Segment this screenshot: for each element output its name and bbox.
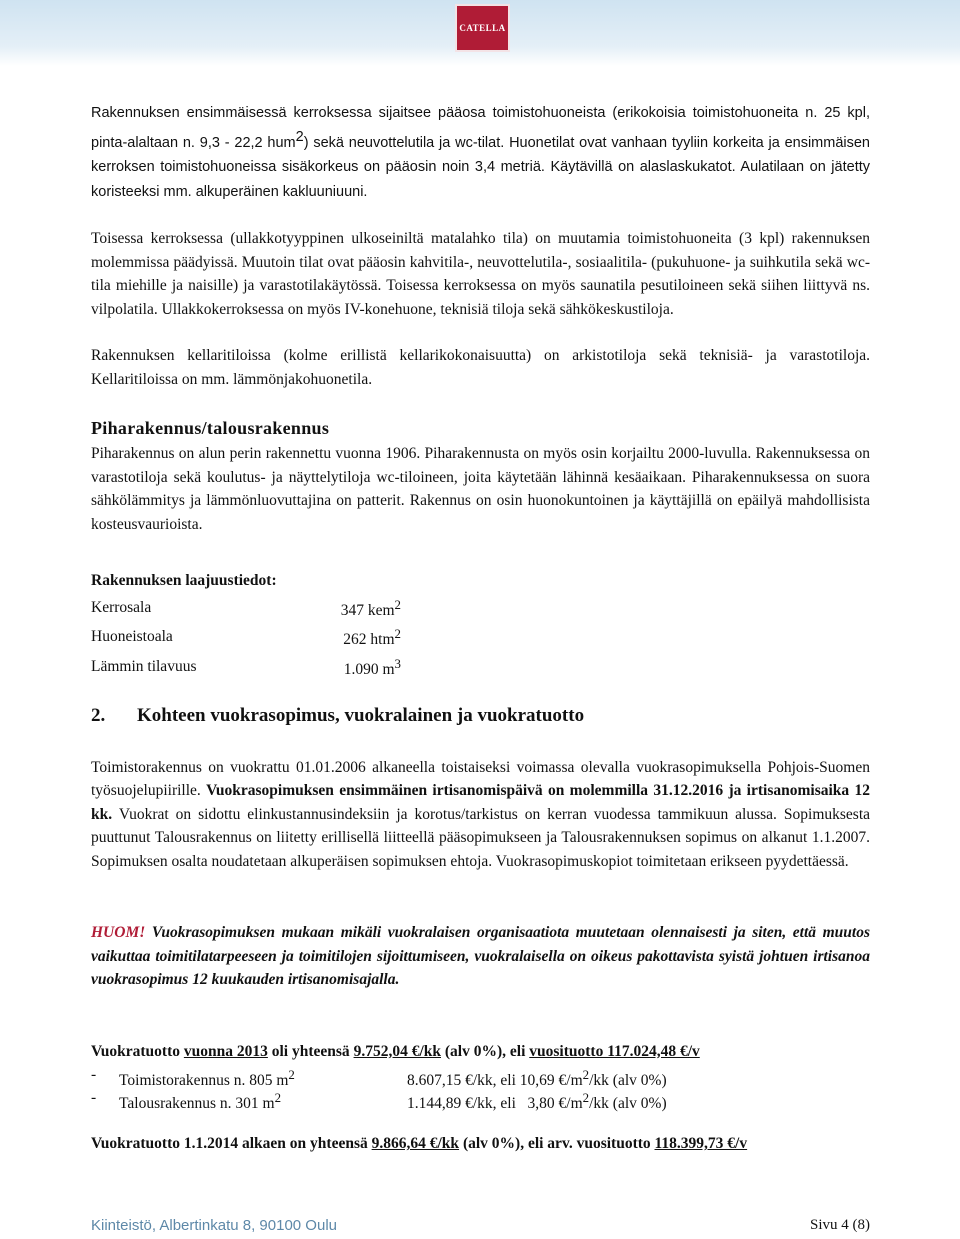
table-row (91, 593, 401, 623)
header-band (0, 0, 960, 66)
text: Rakennuksen ensimmäisessä kerroksessa sijaitsee pääosa toimistohuoneista (erikokoisia toimistohuoneita n. 25 kpl, pinta-alaltaan n. 9,3 - 22,2 hum (91, 105, 870, 151)
section-title: Kohteen vuokrasopimus, vuokralainen ja vuokratuotto (137, 704, 585, 726)
section-2-heading (91, 702, 870, 730)
table-row (91, 622, 401, 652)
document-body (91, 101, 870, 1156)
catella-logo (455, 4, 510, 52)
logo-text: CATELLA (459, 23, 506, 33)
list-item: - Talousrakennus n. 301 $m^2$ 1.144,89 €/kk, eli 3,80 $€/m^2/kk$ (alv 0%) (91, 1089, 667, 1113)
text: ) sekä neuvottelutila ja wc-tilat. Huonetilat ovat vanhaan tyyliin korkeita ja ensimmäisen kerroksen toimistohuoneissa sisäkorkeus on pääosin noin 3,4 metriä. Käytävillä on alaslaskukatot. Aulatilaan on jätetty koristeeksi mm. alkuperäinen kakluuniuuni. (91, 134, 870, 200)
row-label: Lämmin tilavuus (91, 658, 197, 676)
row-value: 1.090 $m^3$ (343, 655, 401, 679)
huom-label: HUOM! (91, 924, 146, 942)
paragraph-piharakennus: Piharakennus on alun perin rakennettu vuonna 1906. Piharakennusta on myös osin korjailtu 2000-luvulla. Rakennuksessa on varastotiloja sekä koulutus- ja näyttelytiloja wc-tiloineen, joita käytetään lähinnä kesäaikaan. Piharakennuksessa on suora sähkölämmitys ja lämmönluovuttajina on patterit. Rakennus on osin huonokuntoinen ja käyttäjillä on epäilyä mahdollisista kosteusvaurioista. (91, 445, 870, 533)
paragraph-lease: Toimistorakennus on vuokrattu 01.01.2006 alkaneella toistaiseksi voimassa olevalla vuokrasopimuksella Pohjois-Suomen työsuojelupiirille. Vuokrasopimuksen ensimmäinen irtisanomispäivä on molemmilla 31.12.2016 ja irtisanomisaika 12 kk. Vuokrat on sidottu elinkustannusindeksiin ja korotus/tarkistus on kerran vuodessa tammikuun alussa. Sopimuksesta puuttunut Talousrakennus on liitetty erillisellä liitteellä pääsopimukseen ja Talousrakennuksen sopimus on alkanut 1.1.2007. Sopimuksen osalta noudatetaan alkuperäisen sopimuksen ehtoja. Vuokrasopimuskopiot toimitetaan erikseen pyydettäessä. (91, 758, 871, 870)
superscript: 2 (295, 128, 304, 145)
heading-piharakennus: Piharakennus/talousrakennus (91, 418, 330, 439)
section-number: 2. (91, 704, 106, 726)
row-label: Kerrosala (91, 598, 152, 616)
list-item: - Toimistorakennus n. 805 $m^2$ 8.607,15 €/kk, eli 10,69 $€/m^2/kk$ (alv 0%) (91, 1066, 667, 1090)
footer-address: Kiinteistö, Albertinkatu 8, 90100 Oulu (91, 1217, 337, 1234)
paragraph-second-floor: Toisessa kerroksessa (ullakkotyyppinen ulkoseiniltä matalahko tila) on muutamia toimistohuoneita (3 kpl) rakennuksen molemmissa päädyissä. Muutoin tilat ovat pääosin kahvitila-, neuvottelutila-, sosiaalitila- (pukuhuone- ja suihkutila sekä wc-tila miehille ja naisille) ja varastotilakäytössä. Toisessa kerroksessa on myös saunatila pesutiloineen sekä siihen liittyvä ns. vilpolatila. Ullakkokerroksessa on myös IV-konehuone, teknisiä tiloja sekä sähkökeskustiloja. (91, 230, 870, 318)
laajuus-table (91, 593, 401, 682)
paragraph-first-floor (91, 101, 870, 204)
page-footer (91, 1217, 870, 1234)
rent-2014-summary: Vuokratuotto 1.1.2014 alkaen on yhteensä 9.866,64 €/kk (alv 0%), eli arv. vuosituotto 118.399,73 €/v (91, 1135, 748, 1153)
paragraph-basement: Rakennuksen kellaritiloissa (kolme erillistä kellarikokonaisuutta) on arkistotiloja sekä teknisiä- ja varastotiloja. Kellaritiloissa on mm. lämmönjakohuonetila. (91, 347, 870, 388)
rent-breakdown-list (91, 1063, 870, 1113)
row-label: Huoneistoala (91, 628, 173, 646)
table-row (91, 652, 401, 682)
huom-notice (91, 921, 870, 992)
page-number: Sivu 4 (8) (810, 1217, 870, 1233)
row-value: 262 htm$^2$ (343, 626, 401, 649)
lease-termination-bold: Vuokrasopimuksen ensimmäinen irtisanomispäivä on molemmilla 31.12.2016 ja irtisanomisaika 12 kk. (91, 782, 871, 823)
huom-text: Vuokrasopimuksen mukaan mikäli vuokralaisen organisaatiota muutetaan olennaisesti ja siten, että muutos vaikuttaa toimitilatarpeeseen ja toimitilojen sijoittumiseen, vuokralaisella on oikeus pakottavista syistä johtuen irtisanoa vuokrasopimus 12 kuukauden irtisanomisajalla. (91, 924, 870, 989)
laajuus-title: Rakennuksen laajuustiedot: (91, 572, 277, 590)
rent-2013-summary: Vuokratuotto vuonna 2013 oli yhteensä 9.752,04 €/kk (alv 0%), eli vuosituotto 117.024,48 €/v (91, 1042, 700, 1060)
row-value: 347 kem$^2$ (340, 596, 401, 619)
